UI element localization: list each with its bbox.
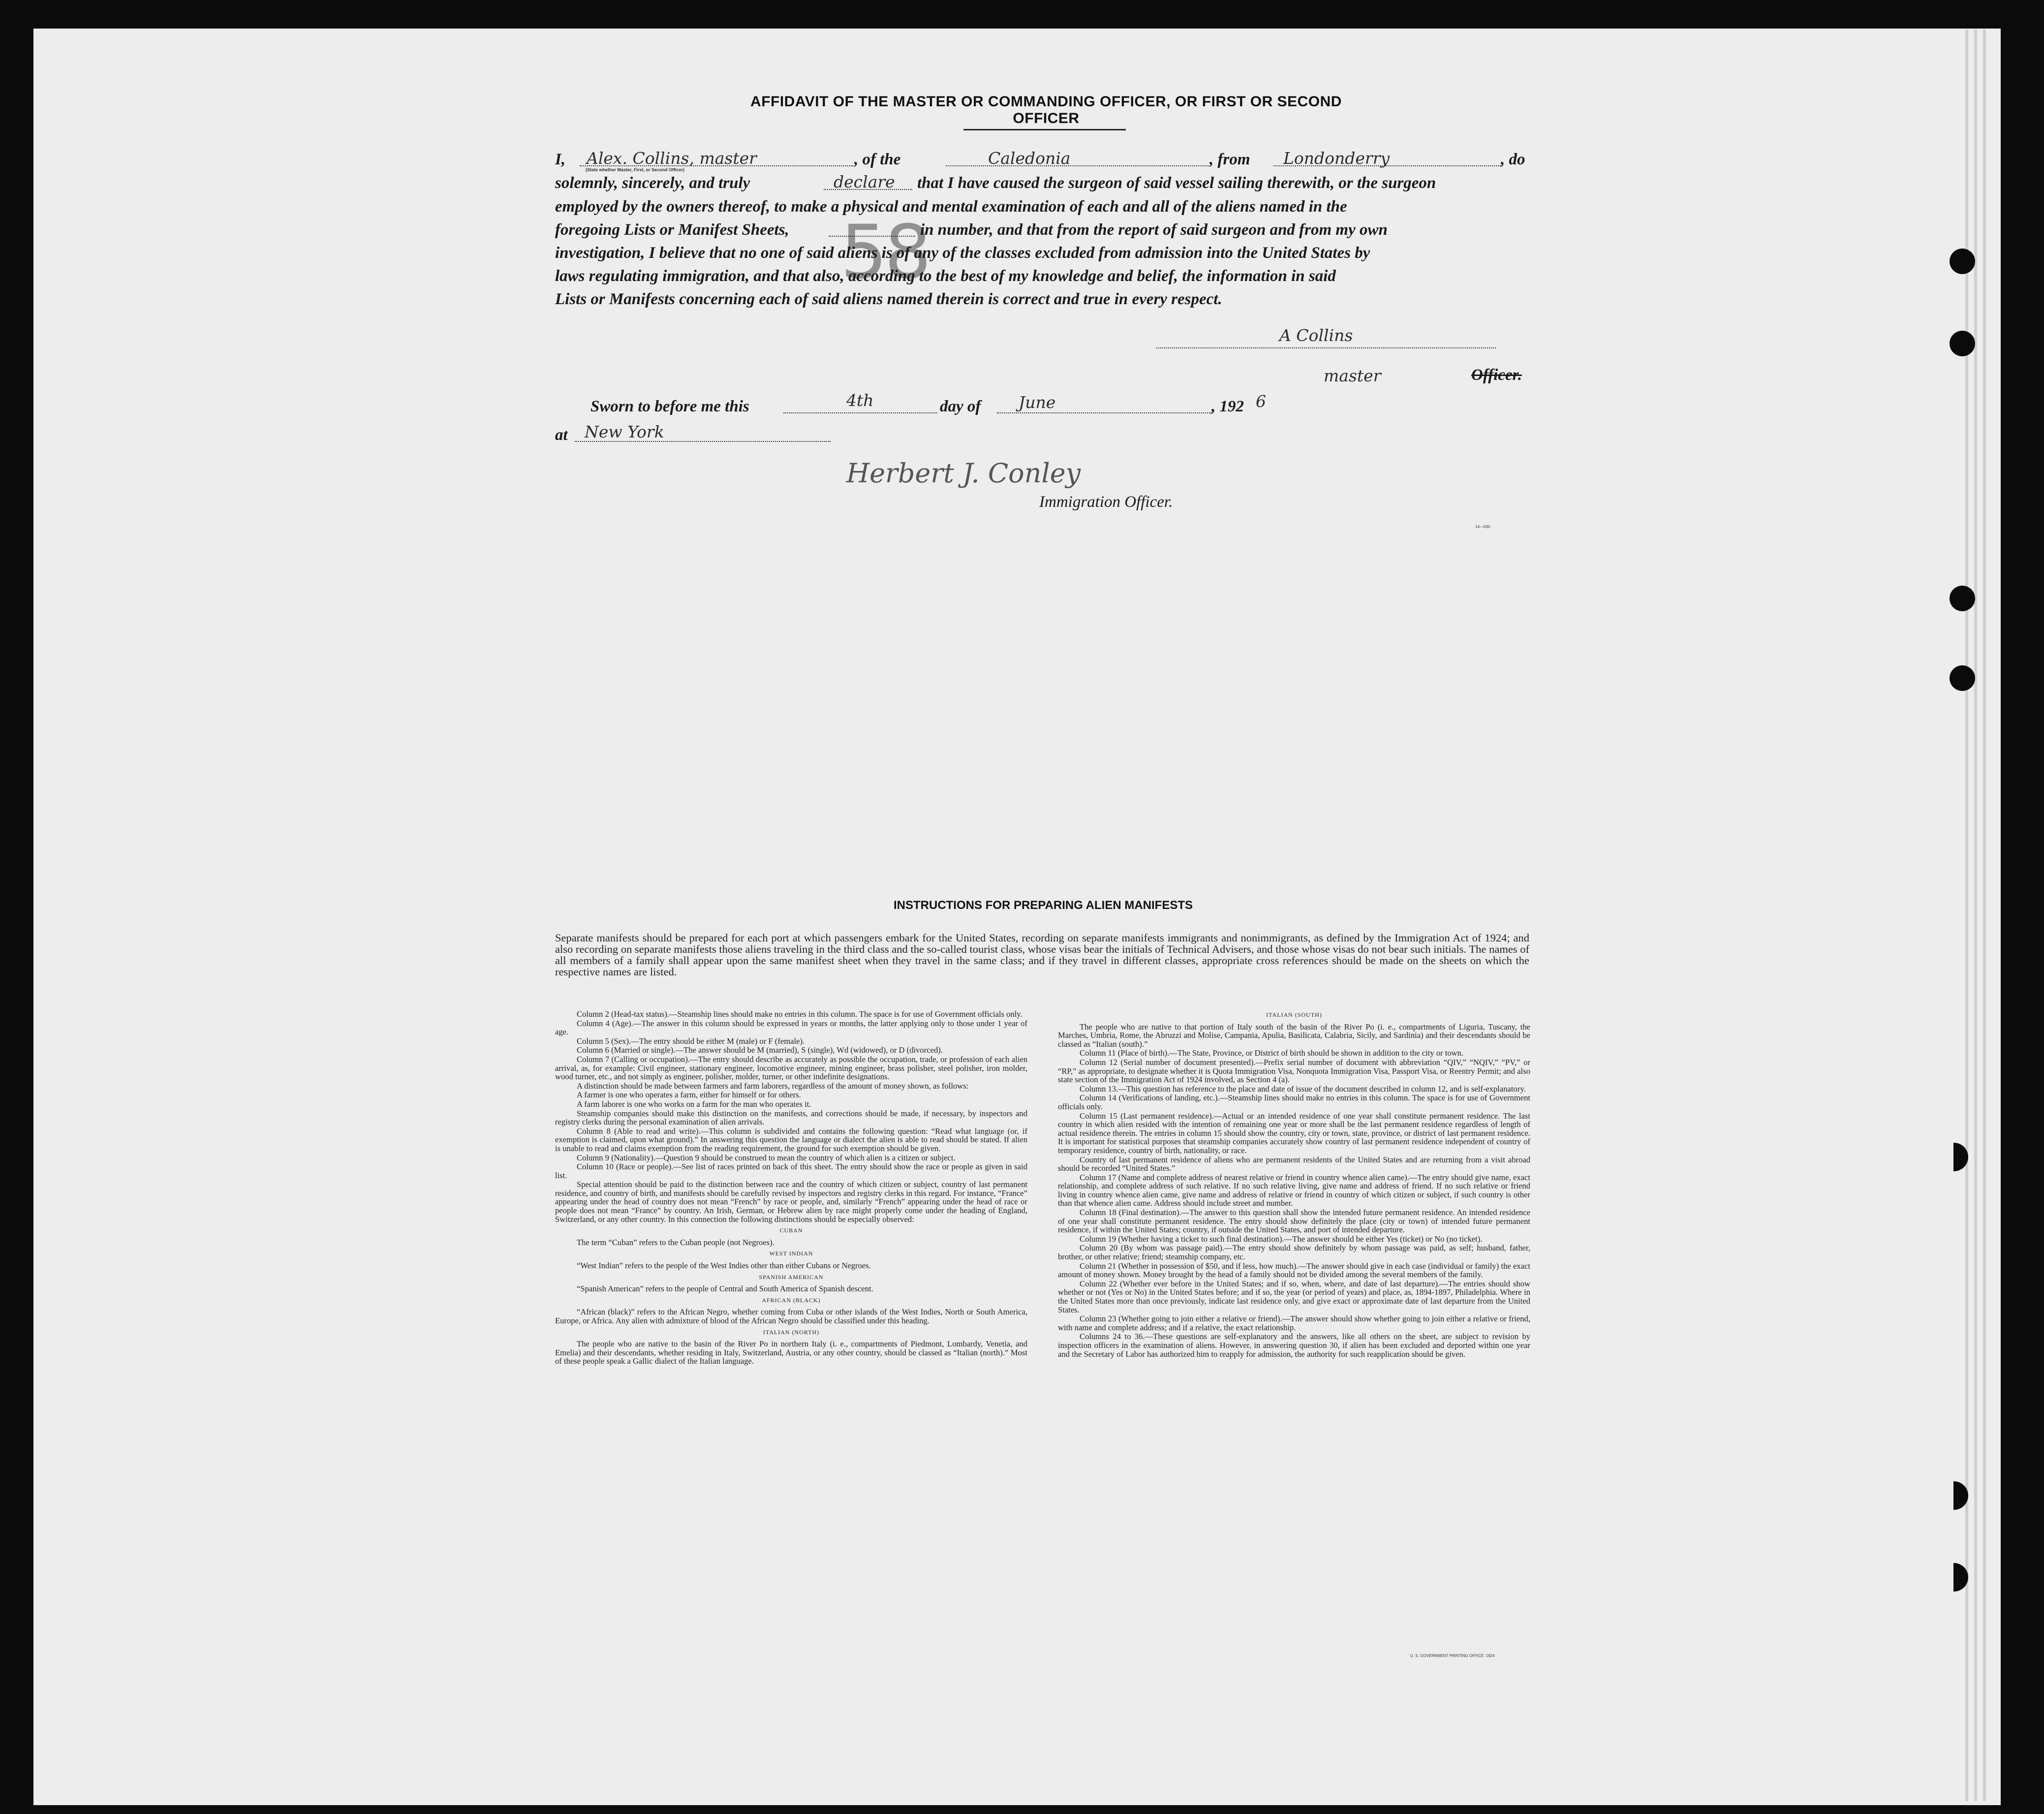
section-heading: CUBAN: [779, 1227, 803, 1234]
instruction-paragraph: Column 22 (Whether ever before in the United States; and if so, when, where, and date of last departure).—The entries should show whether or not (Yes or No) in the United States before; and if so, the year (or period of years) and place, as, 1894-1897, Philadelphia. Where in the United States more than once previously, indicate last residence only, and give exact or approximate date of last departure from the United States.: [1058, 1279, 1530, 1314]
instruction-paragraph: Column 23 (Whether going to join either a relative or friend).—The answer should show whether going to join either a relative or friend, with name and complete address; and if a relative, the exact relationship.: [1058, 1314, 1530, 1332]
instruction-paragraph: Column 18 (Final destination).—The answer to this question shall show the intended future permanent residence. An intended residence of one year shall constitute permanent residence. The entry should show definitely the place (city or town) of intended future permanent residence, if within the United States; country, if outside the United States, and port of intended departure.: [1058, 1208, 1530, 1235]
page-edge: [1983, 30, 1986, 1801]
month-fill: [997, 412, 1211, 413]
affidavit-text: foregoing Lists or Manifest Sheets,: [555, 221, 789, 239]
affidavit-title: AFFIDAVIT OF THE MASTER OR COMMANDING OFFICER, OR FIRST OR SECOND OFFICER: [750, 94, 1342, 126]
binder-hole: [1950, 331, 1975, 356]
rank-handwritten: master: [1324, 366, 1381, 385]
section-heading: WEST INDIAN: [769, 1250, 813, 1257]
year-handwritten: 6: [1256, 392, 1266, 411]
affidavit-text: that I have caused the surgeon of said vessel sailing therewith, or the surgeon: [917, 174, 1436, 192]
instruction-paragraph: Special attention should be paid to the distinction between race and the country of which citizen or subject, country of last permanent residence, and country of birth, and manifests should be carefully revised by inspectors and registry clerks in this regard. For instance, “France” appearing under the head of country does not mean “French” by race or people, and, similarly “French” appearing under the head of race or people does not mean “France” by country. An Irish, German, or Hebrew alien by race might properly come under the heading of England, Switzerland, or any other country. In this connection the following distinctions should be especially observed:: [555, 1180, 1027, 1224]
instruction-paragraph: The people who are native to the basin of the River Po in northern Italy (i. e., compartments of Piedmont, Lombardy, Venetia, and Emelia) and their descendants, whether residing in Italy, Switzerland, Austria, or any other country, should be classed as “Italian (north).” Most of these people speak a Gallic dialect of the Italian language.: [555, 1339, 1027, 1366]
title-rule: [963, 129, 1126, 130]
master-name-handwritten: Alex. Collins, master: [587, 149, 757, 168]
instruction-paragraph: Column 13.—This question has reference to the place and date of issue of the document described in column 12, and is self-explanatory.: [1080, 1084, 1526, 1094]
affidavit-text: , do: [1501, 151, 1525, 168]
instruction-paragraph: Column 2 (Head-tax status).—Steamship lines should make no entries in this column. The space is for use of Government officials only.: [577, 1009, 1022, 1019]
day-handwritten: 4th: [846, 391, 874, 410]
immigration-officer-label: Immigration Officer.: [1039, 493, 1173, 511]
instruction-paragraph: Column 7 (Calling or occupation).—The entry should describe as accurately as possible the occupation, trade, or profession of each alien arrival, as, for example: Civil engineer, stationary engineer, locomotive engineer, mining engineer, brass polisher, steel polisher, iron molder, wood turner, etc., and not simply as engineer, polisher, molder, turner, or other indefinite designations.: [555, 1054, 1027, 1082]
instruction-paragraph: Column 19 (Whether having a ticket to such final destination).—The answer should be either Yes (ticket) or No (no ticket).: [1080, 1234, 1483, 1244]
printer-imprint: U. S. GOVERNMENT PRINTING OFFICE: 1924: [1410, 1654, 1495, 1658]
affidavit-line-5: investigation, I believe that no one of said aliens is of any of the classes excluded from admission into the United States by: [555, 244, 1370, 262]
instruction-paragraph: Column 6 (Married or single).—The answer should be M (married), S (single), Wd (widowed), or D (divorced).: [577, 1045, 943, 1055]
affidavit-line-7: Lists or Manifests concerning each of said aliens named therein is correct and true in every respect.: [555, 290, 1222, 308]
instruction-paragraph: Column 9 (Nationality).—Question 9 should be construed to mean the country of which alien is a citizen or subject.: [577, 1153, 956, 1162]
declare-handwritten: declare: [834, 172, 895, 191]
instructions-title: INSTRUCTIONS FOR PREPARING ALIEN MANIFESTS: [893, 899, 1193, 912]
stamp-number: 58: [840, 210, 929, 295]
instruction-paragraph: A farm laborer is one who works on a farm for the man who operates it.: [577, 1099, 811, 1109]
instruction-paragraph: Column 17 (Name and complete address of nearest relative or friend in country whence alien came).—The entry should give name, exact relationship, and complete address of such relative. If no such relative living, give name and address of friend. If no such relative or friend living in country whence alien came, give name and address of relative or friend in country of which citizen or subject, if such country is other than that whence alien came. Address should include street and number.: [1058, 1172, 1530, 1208]
binder-hole: [1950, 249, 1975, 274]
instruction-paragraph: Columns 24 to 36.—These questions are self-explanatory and the answers, like all others on the sheet, are subject to revision by inspection officers in the examination of aliens. However, in answering question 30, if alien has been excluded and deported within one year and the Secretary of Labor has authorized him to reapply for admission, the authority for such reapplication should be given.: [1058, 1332, 1530, 1359]
instruction-paragraph: Column 4 (Age).—The answer in this column should be expressed in years or months, the latter applying only to those under 1 year of age.: [555, 1018, 1027, 1037]
instruction-paragraph: The term “Cuban” refers to the Cuban people (not Negroes).: [577, 1237, 774, 1247]
affidavit-line-1: [555, 151, 1539, 169]
officer-signature: Herbert J. Conley: [846, 458, 1081, 489]
instructions-intro: Separate manifests should be prepared for each port at which passengers embark for the United States, recording on separate manifests immigrants and nonimmigrants, as defined by the Immigration Act of 1924; and also recording on separate manifests those aliens traveling in the third class and the so-called tourist class, whose visas bear the initials of Technical Advisers, and those whose visas do not bear such initials. The names of all members of a family shall appear upon the same manifest sheet when they travel in the same class; and if they travel in different classes, appropriate cross references should be made on the sheets on which the respective names are listed.: [555, 932, 1529, 978]
instructions-left-column: [555, 1010, 1027, 1366]
master-signature: A Collins: [1279, 326, 1353, 345]
page-edge: [1974, 30, 1977, 1801]
affidavit-text: , 192: [1211, 398, 1244, 415]
rank-line: [1324, 366, 1540, 386]
section-heading: ITALIAN (NORTH): [763, 1328, 820, 1336]
affidavit-text: I,: [555, 151, 566, 168]
section-heading: ITALIAN (SOUTH): [1266, 1011, 1322, 1018]
instruction-paragraph: Column 10 (Race or people).—See list of races printed on back of this sheet. The entry should show the race or people as given in said list.: [555, 1162, 1027, 1180]
instruction-paragraph: The people who are native to that portion of Italy south of the basin of the River Po (i. e., compartments of Liguria, Tuscany, the Marches, Umbria, Rome, the Abruzzi and Molise, Campania, Apulia, Basilicata, Calabria, Sicily, and Sardinia) and their descendants should be classed as “Italian (south).”: [1058, 1022, 1530, 1049]
section-heading: SPANISH AMERICAN: [759, 1273, 824, 1281]
instruction-paragraph: Column 14 (Verifications of landing, etc.).—Steamship lines should make no entries in this column. The space is for use of Government officials only.: [1058, 1093, 1530, 1111]
day-fill: [783, 412, 937, 413]
immigration-officer-line: [846, 458, 1240, 489]
instruction-paragraph: Column 21 (Whether in possession of $50, and if less, how much).—The answer should give in each case (individual or family) the exact amount of money shown. Money brought by the head of a family should not be divided among the several members of the family.: [1058, 1261, 1530, 1280]
signature-fill: [1156, 347, 1496, 348]
binder-hole: [1950, 586, 1975, 611]
instruction-paragraph: Column 5 (Sex).—The entry should be either M (male) or F (female).: [577, 1036, 805, 1046]
instruction-paragraph: Country of last permanent residence of aliens who are permanent residents of the United States and are returning from a visit abroad should be recorded “United States.”: [1058, 1155, 1530, 1173]
at-line: [555, 422, 1539, 444]
instruction-paragraph: A distinction should be made between farmers and farm laborers, regardless of the amount of money shown, as follows:: [577, 1081, 969, 1091]
ship-name-handwritten: Caledonia: [988, 149, 1071, 168]
instruction-paragraph: “African (black)” refers to the African Negro, whether coming from Cuba or other islands of the West Indies, North or South America, Europe, or Africa. Any alien with admixture of blood of the African Negro should be classified under this heading.: [555, 1307, 1027, 1325]
place-handwritten: New York: [585, 422, 664, 441]
instruction-paragraph: “West Indian” refers to the people of the West Indies other than either Cubans or Negroes.: [577, 1261, 871, 1271]
affidavit-text: day of: [940, 398, 981, 415]
ship-fill: [946, 165, 1208, 166]
affidavit-line-3: employed by the owners thereof, to make a physical and mental examination of each and all of the aliens named in the: [555, 198, 1347, 216]
officer-note: (State whether Master, First, or Second Officer): [586, 167, 685, 172]
instruction-paragraph: Column 8 (Able to read and write).—This column is subdivided and contains the following question: “Read what language (or, if exemption is claimed, upon what ground).” In answering this question the language or dialect the alien is able to read should be stated. If alien is unable to read and claims exemption from the reading requirement, the ground for such exemption should be given.: [555, 1126, 1027, 1153]
affidavit-text: , of the: [854, 151, 901, 168]
binder-hole: [1950, 665, 1975, 691]
instruction-paragraph: A farmer is one who operates a farm, either for himself or for others.: [577, 1090, 801, 1100]
affidavit-text: solemnly, sincerely, and truly: [555, 174, 750, 192]
officer-label: Officer.: [1471, 366, 1522, 384]
month-handwritten: June: [1019, 393, 1056, 412]
form-number: 14—630: [1475, 525, 1490, 529]
instruction-paragraph: Column 12 (Serial number of document presented).—Prefix serial number of document with abbreviation “QIV,” “NQIV,” “PV,” or “RP,” as appropriate, to designate whether it is Quota Immigration Visa, Nonquota Immigration Visa, Passport Visa, or Reentry Permit; and also state section of the Immigration Act of 1924 involved, as Section 4 (a).: [1058, 1057, 1530, 1085]
instruction-paragraph: Column 20 (By whom was passage paid).—The entry should show definitely by whom passage was paid, as self; husband, father, brother, or other relative; friend; steamship company, etc.: [1058, 1243, 1530, 1262]
page-edge: [1965, 30, 1968, 1801]
instruction-paragraph: Steamship companies should make this distinction on the manifests, and corrections should be made, if necessary, by inspectors and registry clerks during the personal examination of alien arrivals.: [555, 1108, 1027, 1127]
instruction-paragraph: “Spanish American” refers to the people of Central and South America of Spanish descent.: [577, 1284, 873, 1294]
affidavit-text: Sworn to before me this: [590, 398, 749, 415]
sworn-line: [590, 391, 1575, 416]
affidavit-text: in number, and that from the report of said surgeon and from my own: [920, 221, 1388, 239]
instruction-paragraph: Column 15 (Last permanent residence).—Actual or an intended residence of one year shall constitute permanent residence. The last country in which alien resided with the intention of remaining one year or more shall be the last permanent residence regardless of length of actual residence therein. The entries in column 15 should show the country, city or town, state, province, or district of last permanent residence. It is important for statistical purposes that steamship companies accurately show country of last permanent residence independent of country of temporary residence, country of birth, nationality, or race.: [1058, 1111, 1530, 1155]
instruction-paragraph: Column 11 (Place of birth).—The State, Province, or District of birth should be shown in addition to the city or town.: [1080, 1048, 1464, 1058]
affidavit-line-6: laws regulating immigration, and that also, according to the best of my knowledge and belief, the information in said: [555, 267, 1336, 285]
affidavit-text: , from: [1209, 151, 1250, 168]
section-heading: AFRICAN (BLACK): [762, 1296, 821, 1304]
count-fill: [829, 236, 915, 237]
port-handwritten: Londonderry: [1283, 149, 1390, 168]
affidavit-line-2: [555, 174, 1539, 192]
instructions-right-column: [1058, 1011, 1530, 1359]
affidavit-line-4: [555, 221, 1539, 239]
affidavit-text: at: [555, 426, 568, 444]
